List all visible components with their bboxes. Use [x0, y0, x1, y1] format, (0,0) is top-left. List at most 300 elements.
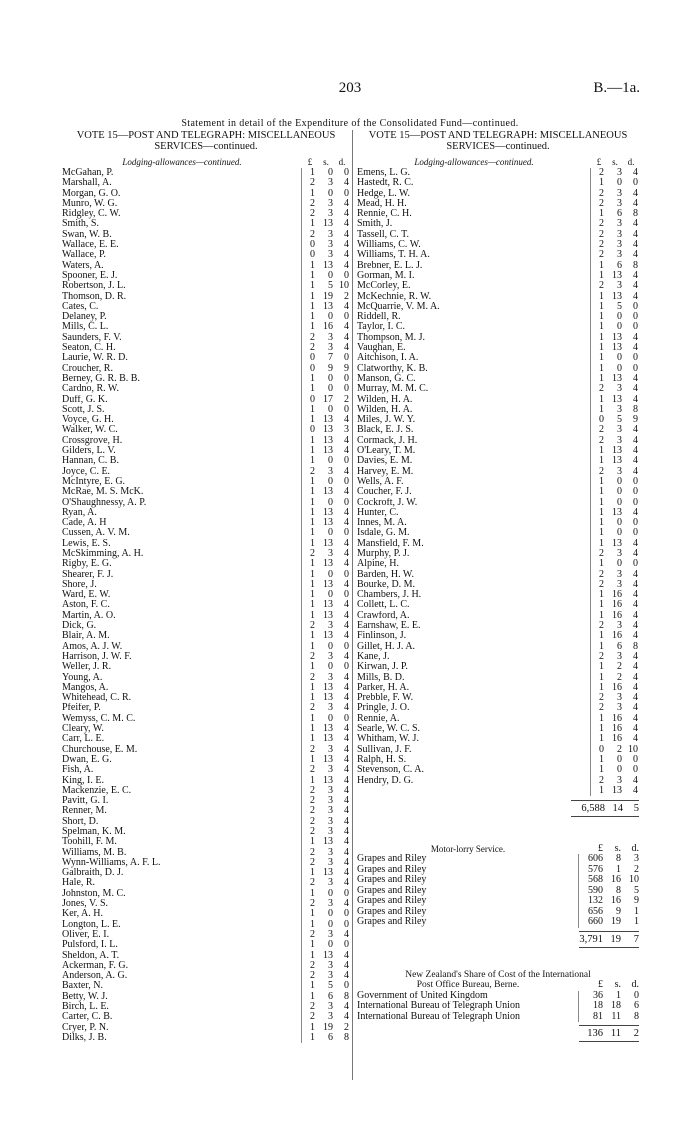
- payee-name: Grapes and Riley: [357, 875, 427, 886]
- amount-shillings: 11: [611, 1010, 621, 1022]
- payee-name: Miles, J. W. Y.: [357, 415, 416, 426]
- amount-shillings: 0: [617, 177, 622, 189]
- amount: [590, 209, 639, 219]
- amount: [301, 539, 350, 549]
- statement-title: Statement in detail of the Expenditure of the Consolidated Fund—continued.: [181, 118, 519, 129]
- payee-name: Government of United Kingdom: [357, 990, 488, 1001]
- payee-name: McKechnie, R. W.: [357, 291, 432, 302]
- amount-shillings: 3: [617, 403, 622, 415]
- lodging-heading: Lodging-allowances—continued.: [414, 157, 534, 167]
- table-row: [357, 261, 639, 271]
- amount-pounds: 1: [310, 414, 315, 426]
- amount: [590, 642, 639, 652]
- payee-name: Whitham, W. J.: [357, 734, 419, 745]
- table-row: [357, 673, 639, 683]
- amount-pence: 2: [634, 863, 639, 875]
- right-allowance-list: [357, 168, 639, 786]
- amount-pounds: 2: [310, 898, 315, 910]
- amount-pounds: 1: [310, 455, 315, 467]
- table-row: [357, 240, 639, 250]
- amount-pounds: 1: [310, 445, 315, 457]
- table-row: [62, 1012, 350, 1022]
- amount-shillings: 13: [323, 692, 333, 704]
- amount-pounds: 1: [310, 486, 315, 498]
- amount-pence: 0: [344, 712, 349, 724]
- amount-shillings: 0: [617, 311, 622, 323]
- amount-shillings: 13: [612, 372, 622, 384]
- amount: [301, 796, 350, 806]
- amount-pence: 0: [344, 527, 349, 539]
- table-row: [357, 693, 639, 703]
- amount-shillings: 13: [323, 753, 333, 765]
- pence-header: d.: [627, 157, 635, 167]
- pounds-header: £: [598, 979, 603, 991]
- amount-shillings: 19: [323, 1021, 333, 1033]
- amount-pounds: 2: [310, 826, 315, 837]
- amount-shillings: 0: [328, 908, 333, 920]
- amount: [301, 765, 350, 775]
- payee-name: Pringle, J. O.: [357, 703, 410, 714]
- amount-pence: 4: [344, 702, 349, 714]
- table-row: [357, 446, 639, 456]
- payee-name: Pavitt, G. I.: [62, 796, 109, 807]
- payee-name: McCorley, E.: [357, 281, 411, 292]
- amount-shillings: 3: [617, 650, 622, 662]
- amount-pounds: 2: [310, 970, 315, 982]
- payee-name: Williams, C. W.: [357, 240, 421, 251]
- amount-pounds: 1: [599, 208, 604, 220]
- amount-shillings: 3: [617, 167, 622, 178]
- amount-pence: 10: [339, 280, 349, 292]
- payee-name: Thomson, D. R.: [62, 291, 127, 302]
- amount-shillings: 0: [617, 753, 622, 765]
- amount-pence: 4: [344, 846, 349, 858]
- amount-pence: 4: [344, 177, 349, 189]
- amount-pence: 4: [344, 506, 349, 518]
- table-row: [62, 961, 350, 971]
- amount-pounds: 1: [599, 599, 604, 611]
- payee-name: Morgan, G. O.: [62, 188, 121, 199]
- amount-pounds: 1: [310, 558, 315, 570]
- table-row: [62, 703, 350, 713]
- amount-pence: 1: [634, 916, 639, 928]
- amount-pence: 3: [344, 424, 349, 436]
- payee-name: Coucher, F. J.: [357, 487, 412, 498]
- amount-pence: 4: [633, 547, 638, 559]
- amount-pence: 4: [344, 949, 349, 961]
- motor-lorry-heading: Motor-lorry Service.: [430, 844, 506, 855]
- amount-shillings: 17: [323, 393, 333, 405]
- amount-pence: 9: [344, 362, 349, 374]
- amount-pounds: 1: [310, 640, 315, 652]
- amount: [301, 374, 350, 384]
- amount: [590, 611, 639, 621]
- amount-pounds: 1: [599, 589, 604, 601]
- amount-shillings: 0: [328, 269, 333, 281]
- amount: [590, 240, 639, 250]
- payee-name: Dilks, J. B.: [62, 1032, 107, 1043]
- amount-pounds: 1: [310, 167, 315, 178]
- table-row: [357, 178, 639, 188]
- amount-pounds: 0: [310, 424, 315, 436]
- amount-shillings: 9: [616, 905, 621, 917]
- amount-pence: 4: [633, 506, 638, 518]
- payee-name: Galbraith, D. J.: [62, 868, 124, 879]
- payee-name: Cryer, P. N.: [62, 1022, 109, 1033]
- lsd-header: [302, 157, 350, 167]
- table-row: [357, 765, 639, 775]
- amount-pounds: 2: [599, 167, 604, 178]
- table-row: [357, 395, 639, 405]
- table-row: [62, 178, 350, 188]
- lsd-header: [579, 980, 639, 991]
- amount-pounds: 1: [599, 321, 604, 333]
- payee-name: Duff, G. K.: [62, 394, 108, 405]
- table-row: [62, 621, 350, 631]
- amount-shillings: 3: [328, 702, 333, 714]
- amount: [301, 353, 350, 363]
- amount: [590, 384, 639, 394]
- amount-pounds: 1: [599, 537, 604, 549]
- amount-pounds: 1: [599, 311, 604, 323]
- amount-pence: 0: [633, 352, 638, 364]
- page-code: B.—1a.: [593, 80, 640, 96]
- amount-shillings: 3: [328, 465, 333, 477]
- payee-name: Ackerman, F. G.: [62, 960, 129, 971]
- amount-pence: 4: [633, 733, 638, 745]
- amount-pence: 4: [633, 568, 638, 580]
- table-row: [357, 714, 639, 724]
- payee-name: Wemyss, C. M. C.: [62, 713, 136, 724]
- motor-lorry-total: [357, 931, 639, 948]
- amount-shillings: 1: [616, 989, 621, 1001]
- international-heading: [357, 970, 639, 991]
- payee-name: Cussen, A. V. M.: [62, 528, 130, 539]
- table-row: [62, 971, 350, 981]
- amount-shillings: 0: [617, 352, 622, 364]
- amount: [590, 477, 639, 487]
- table-row: [62, 1002, 350, 1012]
- payee-name: Cleary, W.: [62, 724, 104, 735]
- table-row: [62, 714, 350, 724]
- table-row: [62, 570, 350, 580]
- payee-name: Brebner, E. L. J.: [357, 260, 423, 271]
- amount-pence: 0: [633, 496, 638, 508]
- amount-pounds: 2: [310, 959, 315, 971]
- amount: [301, 631, 350, 641]
- payee-name: Gilders, L. V.: [62, 446, 116, 457]
- amount-pence: 4: [633, 393, 638, 405]
- amount-pence: 0: [633, 753, 638, 765]
- amount-pence: 4: [344, 342, 349, 354]
- total-pounds: 136: [587, 1028, 603, 1040]
- amount-shillings: 0: [328, 918, 333, 930]
- amount-pence: 2: [344, 290, 349, 302]
- amount-shillings: 6: [617, 640, 622, 652]
- payee-name: Williams, T. H. A.: [357, 250, 430, 261]
- payee-name: Wells, A. F.: [357, 476, 404, 487]
- payee-name: Hedge, L. W.: [357, 188, 411, 199]
- amount-shillings: 5: [328, 980, 333, 992]
- amount-pence: 4: [344, 877, 349, 889]
- table-row: [357, 384, 639, 394]
- amount-shillings: 13: [612, 506, 622, 518]
- payee-name: Ker, A. H.: [62, 909, 103, 920]
- amount-pence: 4: [633, 383, 638, 395]
- amount-pounds: 1: [599, 290, 604, 302]
- amount-pence: 4: [633, 681, 638, 693]
- table-row: [357, 477, 639, 487]
- amount-pounds: 1: [310, 733, 315, 745]
- motor-lorry-list: [357, 854, 639, 928]
- table-row: [357, 189, 639, 199]
- amount-pence: 0: [344, 403, 349, 415]
- amount-pence: 4: [344, 743, 349, 755]
- amount-pounds: 1: [310, 434, 315, 446]
- payee-name: Hunter, C.: [357, 507, 399, 518]
- amount: [301, 230, 350, 240]
- table-row: [62, 312, 350, 322]
- amount-shillings: 3: [328, 331, 333, 343]
- payee-name: Blair, A. M.: [62, 631, 110, 642]
- amount-shillings: 3: [328, 959, 333, 971]
- amount: [590, 168, 639, 178]
- payee-name: Delaney, P.: [62, 312, 107, 323]
- table-row: [62, 693, 350, 703]
- amount-shillings: 3: [328, 547, 333, 559]
- payee-name: Ryan, A.: [62, 507, 97, 518]
- amount-pence: 0: [633, 486, 638, 498]
- amount: [301, 971, 350, 981]
- amount-pence: 4: [344, 1011, 349, 1023]
- amount: [590, 570, 639, 580]
- amount-pence: 4: [344, 249, 349, 261]
- amount-pounds: 1: [310, 537, 315, 549]
- payee-name: Vaughan, E.: [357, 343, 406, 354]
- page-number: 203: [338, 80, 362, 96]
- amount-pounds: 1: [310, 836, 315, 848]
- amount-pence: 4: [633, 290, 638, 302]
- amount-shillings: 0: [328, 455, 333, 467]
- table-row: [62, 240, 350, 250]
- total-shillings: 11: [610, 1028, 621, 1040]
- payee-name: Longton, L. E.: [62, 919, 121, 930]
- amount-pounds: 1: [310, 506, 315, 518]
- amount-pence: 8: [344, 990, 349, 1002]
- amount-pence: 0: [633, 558, 638, 570]
- amount-pounds: 2: [599, 218, 604, 230]
- amount-pounds: 1: [599, 661, 604, 673]
- amount-pence: 4: [344, 197, 349, 209]
- amount-pounds: 2: [310, 208, 315, 220]
- amount-shillings: 6: [617, 259, 622, 271]
- amount: [590, 343, 639, 353]
- table-row: [62, 405, 350, 415]
- amount-shillings: 3: [328, 764, 333, 776]
- amount-pence: 8: [633, 259, 638, 271]
- table-row: [357, 755, 639, 765]
- amount-pence: 4: [633, 702, 638, 714]
- amount-shillings: 6: [328, 1031, 333, 1043]
- amount-pounds: 2: [310, 547, 315, 559]
- amount-pounds: 1: [599, 784, 604, 796]
- amount-pounds: 2: [599, 774, 604, 786]
- amount-pence: 4: [633, 578, 638, 590]
- amount: [590, 631, 639, 641]
- amount-shillings: 19: [611, 916, 621, 928]
- amount-pounds: 1: [599, 496, 604, 508]
- table-row: [357, 353, 639, 363]
- payee-name: Hannan, C. B.: [62, 456, 119, 467]
- amount-pounds: 1: [599, 445, 604, 457]
- amount: [301, 806, 350, 816]
- amount-pounds: 2: [310, 928, 315, 940]
- amount: [590, 662, 639, 672]
- amount-pounds: 1: [599, 475, 604, 487]
- amount-shillings: 0: [328, 167, 333, 178]
- amount-pence: 9: [634, 895, 639, 907]
- amount-pounds: 2: [310, 877, 315, 889]
- amount-pence: 4: [344, 671, 349, 683]
- table-row: [62, 559, 350, 569]
- payee-name: Mansfield, F. M.: [357, 538, 424, 549]
- amount-shillings: 0: [328, 589, 333, 601]
- amount-pounds: 1: [310, 609, 315, 621]
- amount-shillings: 13: [612, 393, 622, 405]
- table-row: [357, 549, 639, 559]
- table-row: [357, 518, 639, 528]
- payee-name: McRae, M. S. McK.: [62, 487, 144, 498]
- amount-pence: 4: [344, 300, 349, 312]
- payee-name: Robertson, J. L.: [62, 281, 126, 292]
- payee-name: Barden, H. W.: [357, 569, 414, 580]
- payee-name: O'Shaughnessy, A. P.: [62, 497, 147, 508]
- amount-pounds: 2: [310, 671, 315, 683]
- payee-name: Sullivan, J. F.: [357, 744, 412, 755]
- amount-pounds: 0: [310, 362, 315, 374]
- amount: [301, 662, 350, 672]
- table-row: [62, 395, 350, 405]
- payee-name: Rigby, E. G.: [62, 559, 112, 570]
- amount: [301, 384, 350, 394]
- amount-pence: 4: [344, 578, 349, 590]
- amount-shillings: 0: [328, 403, 333, 415]
- amount-pounds: 1: [310, 218, 315, 230]
- amount-pence: 4: [633, 599, 638, 611]
- amount-shillings: 0: [328, 187, 333, 199]
- table-row: [62, 827, 350, 837]
- amount-shillings: 16: [612, 681, 622, 693]
- amount: [590, 353, 639, 363]
- table-row: [357, 292, 639, 302]
- amount-shillings: 3: [328, 856, 333, 868]
- amount-pounds: 1: [599, 372, 604, 384]
- amount-pence: 4: [344, 609, 349, 621]
- total-pence: 7: [633, 933, 639, 945]
- table-row: [62, 868, 350, 878]
- amount-pence: 4: [344, 826, 349, 837]
- amount-shillings: 3: [617, 578, 622, 590]
- amount-shillings: 0: [617, 362, 622, 374]
- shillings-header: s.: [323, 157, 329, 167]
- amount-shillings: 13: [612, 455, 622, 467]
- table-row: [357, 621, 639, 631]
- amount-pounds: 1: [599, 331, 604, 343]
- payee-name: Spelman, K. M.: [62, 827, 126, 837]
- amount-shillings: 13: [323, 218, 333, 230]
- amount-pounds: 1: [310, 269, 315, 281]
- amount-shillings: 13: [323, 609, 333, 621]
- amount: [590, 302, 639, 312]
- payee-name: Grapes and Riley: [357, 854, 427, 865]
- amount-pounds: 2: [310, 764, 315, 776]
- table-row: [62, 981, 350, 991]
- amount-pence: 4: [344, 774, 349, 786]
- payee-name: Grapes and Riley: [357, 885, 427, 896]
- table-row: [357, 364, 639, 374]
- payee-name: Kane, J.: [357, 651, 390, 662]
- amount-pounds: 1: [310, 599, 315, 611]
- payee-name: Aston, F. C.: [62, 600, 110, 611]
- amount-pounds: 1: [310, 280, 315, 292]
- amount-pence: 4: [633, 228, 638, 240]
- amount-shillings: 3: [328, 898, 333, 910]
- amount-pence: 0: [344, 475, 349, 487]
- table-row: [357, 498, 639, 508]
- amount-pence: 4: [633, 372, 638, 384]
- amount-pounds: 2: [310, 805, 315, 817]
- table-row: [62, 333, 350, 343]
- table-row: [357, 425, 639, 435]
- amount-pounds: 1: [599, 300, 604, 312]
- amount-shillings: 0: [617, 475, 622, 487]
- amount-shillings: 3: [328, 208, 333, 220]
- amount: [590, 559, 639, 569]
- payee-name: Riddell, R.: [357, 312, 401, 323]
- amount-pence: 4: [344, 733, 349, 745]
- table-row: [357, 631, 639, 641]
- amount-pounds: 1: [310, 475, 315, 487]
- table-row: [357, 487, 639, 497]
- total-shillings: 14: [612, 803, 623, 815]
- amount-pence: 4: [344, 784, 349, 796]
- amount-shillings: 1: [616, 863, 621, 875]
- table-row: [62, 796, 350, 806]
- table-row: [357, 683, 639, 693]
- amount-pence: 4: [344, 630, 349, 642]
- amount-pounds: 0: [310, 249, 315, 261]
- amount-pounds: 1: [599, 558, 604, 570]
- amount-pounds: 1: [310, 949, 315, 961]
- payee-name: Thompson, M. J.: [357, 332, 426, 343]
- amount-shillings: 0: [617, 496, 622, 508]
- payee-name: Wallace, E. E.: [62, 240, 119, 251]
- payee-name: King, I. E.: [62, 775, 104, 786]
- amount-pounds: 2: [599, 568, 604, 580]
- amount-pence: 4: [633, 537, 638, 549]
- amount-shillings: 3: [328, 197, 333, 209]
- table-row: [62, 930, 350, 940]
- payee-name: Bourke, D. M.: [357, 579, 416, 590]
- amount-pence: 4: [633, 712, 638, 724]
- table-row: [62, 528, 350, 538]
- amount: [590, 415, 639, 425]
- amount-shillings: 5: [617, 414, 622, 426]
- amount-pence: 4: [344, 331, 349, 343]
- payee-name: Shore, J.: [62, 579, 97, 590]
- amount-pounds: 0: [599, 743, 604, 755]
- amount-pence: 4: [344, 836, 349, 848]
